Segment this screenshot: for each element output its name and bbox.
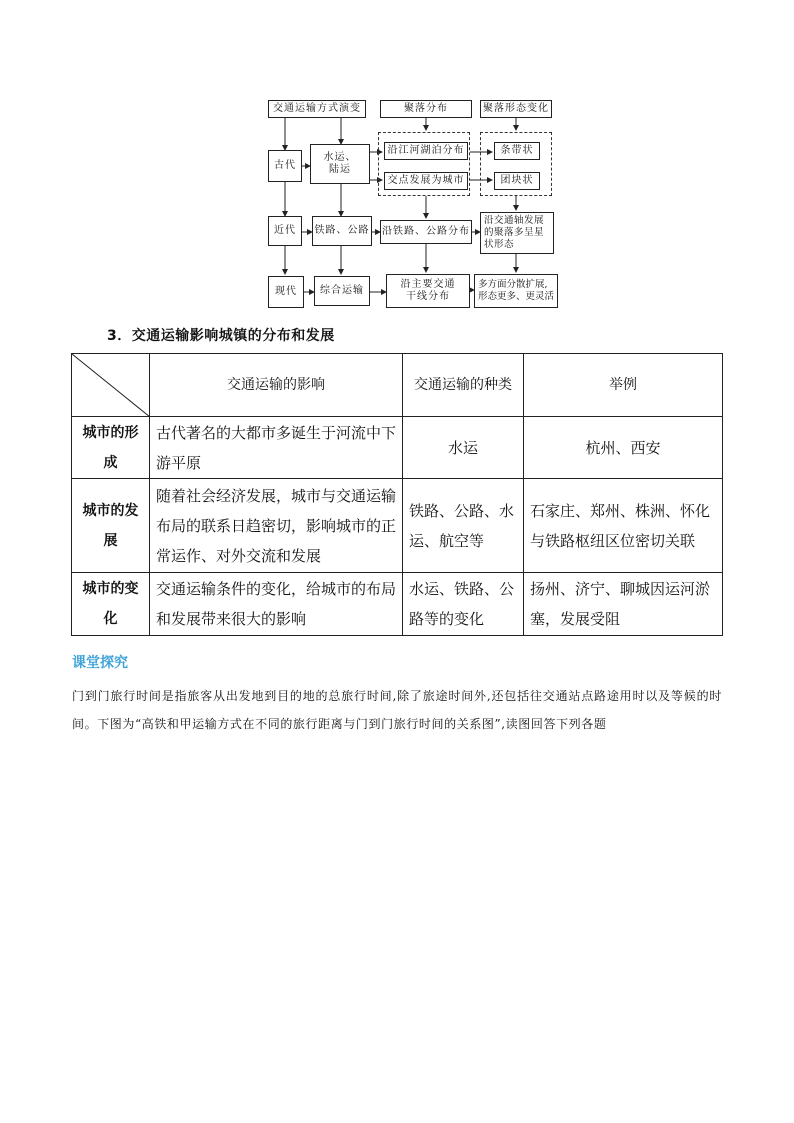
dist-trunk: 沿主要交通 干线分布 <box>386 274 470 308</box>
header-evolution: 交通运输方式演变 <box>268 100 366 118</box>
impact-table <box>71 353 723 636</box>
header-form: 聚落形态变化 <box>480 100 552 118</box>
row-head: 城市的变化 <box>72 573 150 636</box>
col-header-impact: 交通运输的影响 <box>150 354 403 417</box>
col-header-example: 举例 <box>524 354 723 417</box>
cell-example: 扬州、济宁、聊城因运河淤塞，发展受阻 <box>524 573 723 636</box>
cell-type: 水运、铁路、公路等的变化 <box>403 573 524 636</box>
cell-example: 杭州、西安 <box>524 417 723 479</box>
dist-river: 沿江河湖泊分布 <box>384 142 468 160</box>
col-header-type: 交通运输的种类 <box>403 354 524 417</box>
row-head: 城市的发展 <box>72 479 150 573</box>
era-contemporary: 现代 <box>268 276 304 308</box>
cell-example: 石家庄、郑州、株洲、怀化与铁路枢纽区位密切关联 <box>524 479 723 573</box>
diagonal-line <box>72 354 150 417</box>
corner-cell <box>72 354 150 417</box>
intro-paragraph: 门到门旅行时间是指旅客从出发地到目的地的总旅行时间,除了旅途时间外,还包括往交通站点路途用时以及等候的时间。下图为“高铁和甲运输方式在不同的旅行距离与门到门旅行时间的关系图”,读图回答下列各题 <box>72 689 722 731</box>
cell-type: 铁路、公路、水运、航空等 <box>403 479 524 573</box>
form-star: 沿交通轴发展 的聚落多呈星 状形态 <box>480 212 554 254</box>
section-heading-3: 3．交通运输影响城镇的分布和发展 <box>107 328 335 344</box>
header-settlement: 聚落分布 <box>380 100 472 118</box>
table-row <box>72 573 723 636</box>
settlement-transport-diagram <box>262 96 558 318</box>
section-title: 课堂探究 <box>72 655 128 671</box>
mode-integrated: 综合运输 <box>314 276 370 306</box>
mode-rail-road: 铁路、公路 <box>312 216 372 246</box>
cell-impact: 随着社会经济发展，城市与交通运输布局的联系日趋密切，影响城市的正常运作、对外交流和发展 <box>150 479 403 573</box>
era-modern: 近代 <box>268 216 302 246</box>
dist-rail-road: 沿铁路、公路分布 <box>380 220 472 244</box>
table-row <box>72 417 723 479</box>
dist-junction: 交点发展为城市 <box>384 172 468 190</box>
row-head: 城市的形成 <box>72 417 150 479</box>
era-ancient: 古代 <box>268 150 302 182</box>
cell-impact: 古代著名的大都市多诞生于河流中下游平原 <box>150 417 403 479</box>
cell-impact: 交通运输条件的变化，给城市的布局和发展带来很大的影响 <box>150 573 403 636</box>
mode-water-land: 水运、 陆运 <box>310 144 370 184</box>
form-block: 团块状 <box>494 172 540 190</box>
form-multi: 多方面分散扩展, 形态更多、更灵活 <box>474 274 558 308</box>
table-header-row <box>72 354 723 417</box>
form-strip: 条带状 <box>494 142 540 160</box>
cell-type: 水运 <box>403 417 524 479</box>
table-row <box>72 479 723 573</box>
